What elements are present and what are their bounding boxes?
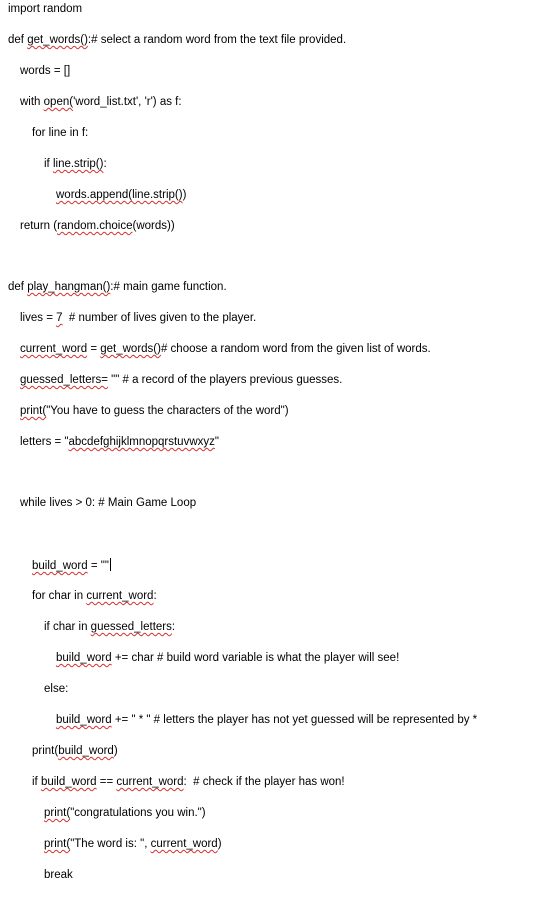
spellcheck-flagged-text: current_word — [86, 590, 154, 602]
code-line — [8, 280, 227, 294]
spellcheck-flagged-text: current_word — [150, 838, 218, 850]
code-text: : — [153, 590, 157, 602]
spellcheck-flagged-text: play_hangman() — [27, 281, 111, 293]
code-text: # choose a random word from the given list of words. — [160, 343, 431, 355]
spellcheck-flagged-text: print( — [44, 807, 71, 819]
code-line — [20, 496, 196, 510]
code-line — [32, 126, 88, 140]
spellcheck-flagged-text: get_words() — [27, 34, 88, 46]
code-text: (words)) — [132, 220, 175, 232]
code-line — [20, 435, 219, 449]
code-text: letters = " — [20, 436, 69, 448]
code-text: # number of lives given to the player. — [62, 312, 257, 324]
spellcheck-flagged-text: build_word — [58, 745, 114, 757]
spellcheck-flagged-text: build_word — [40, 776, 97, 788]
code-line — [20, 95, 182, 109]
code-line — [44, 157, 107, 171]
code-text: if — [44, 158, 53, 170]
spellcheck-flagged-text: abcdefghijklmnopqrstuvwxyz — [68, 436, 215, 448]
code-text: ) — [217, 838, 222, 850]
code-text: while lives > 0: # Main Game Loop — [20, 497, 197, 509]
spellcheck-flagged-text: 7 — [56, 312, 63, 324]
code-text: == — [96, 776, 117, 788]
code-line — [44, 868, 73, 882]
code-line — [8, 33, 346, 47]
code-text: lives = — [20, 312, 57, 324]
code-text: : # check if the player has won! — [183, 776, 345, 788]
code-line — [32, 589, 157, 603]
code-line — [44, 620, 175, 634]
code-line — [32, 775, 345, 789]
code-line — [20, 342, 431, 356]
spellcheck-flagged-text: random.choice — [57, 220, 133, 232]
code-line — [20, 311, 256, 325]
spellcheck-flagged-text: open( — [43, 96, 74, 108]
code-text: break — [44, 869, 73, 881]
code-text: return ( — [20, 220, 58, 232]
code-text: words = [] — [20, 65, 71, 77]
code-line — [20, 404, 289, 418]
code-text: ) — [182, 189, 187, 201]
spellcheck-flagged-text: get_words() — [100, 343, 161, 355]
code-text: = "" — [87, 560, 109, 572]
spellcheck-flagged-text: build_word — [56, 714, 112, 726]
code-text: if char in — [44, 621, 91, 633]
code-text: print( — [32, 745, 59, 757]
code-text: ) — [113, 745, 118, 757]
code-text: else: — [44, 683, 69, 695]
code-text: "You have to guess the characters of the word") — [46, 405, 289, 417]
code-text: with — [20, 96, 44, 108]
code-line — [20, 219, 175, 233]
code-line — [8, 2, 82, 16]
spellcheck-flagged-text: print( — [20, 405, 47, 417]
code-line — [44, 837, 222, 851]
code-line — [56, 188, 186, 202]
code-text: def — [8, 34, 28, 46]
code-text: "congratulations you win.") — [70, 807, 206, 819]
code-text: += char # build word variable is what the player will see! — [111, 652, 400, 664]
code-text: "" # a record of the players previous guesses. — [107, 374, 343, 386]
code-line — [56, 713, 477, 727]
code-text: :# select a random word from the text file provided. — [87, 34, 347, 46]
spellcheck-flagged-text: current_word — [116, 776, 184, 788]
spellcheck-flagged-text: build_word — [32, 560, 88, 572]
code-text: " — [214, 436, 219, 448]
code-text: "The word is: ", — [70, 838, 151, 850]
code-line — [44, 806, 206, 820]
code-line — [32, 558, 111, 572]
code-text: += " * " # letters the player has not yet guessed will be represented by * — [111, 714, 478, 726]
spellcheck-flagged-text: guessed_letters — [90, 621, 172, 633]
code-text: 'word_list.txt', 'r') as f: — [73, 96, 182, 108]
code-line — [20, 64, 70, 78]
code-text: : — [103, 158, 107, 170]
code-text: if — [32, 776, 41, 788]
code-line — [56, 651, 399, 665]
code-line — [32, 744, 118, 758]
code-text: for line in f: — [32, 127, 89, 139]
code-line — [44, 682, 68, 696]
spellcheck-flagged-text: build_word — [56, 652, 112, 664]
spellcheck-flagged-text: current_word — [20, 343, 88, 355]
code-text: : — [171, 621, 176, 633]
code-text: for char in — [32, 590, 87, 602]
code-text: :# main game function. — [110, 281, 227, 293]
code-text: def — [8, 281, 28, 293]
code-text: = — [87, 343, 101, 355]
code-line — [20, 373, 342, 387]
spellcheck-flagged-text: line.strip() — [52, 158, 104, 170]
code-text: import random — [8, 3, 83, 15]
spellcheck-flagged-text: words.append(line.strip() — [56, 189, 183, 201]
spellcheck-flagged-text: guessed_letters= — [20, 374, 108, 386]
text-cursor — [110, 558, 111, 571]
spellcheck-flagged-text: print( — [44, 838, 71, 850]
